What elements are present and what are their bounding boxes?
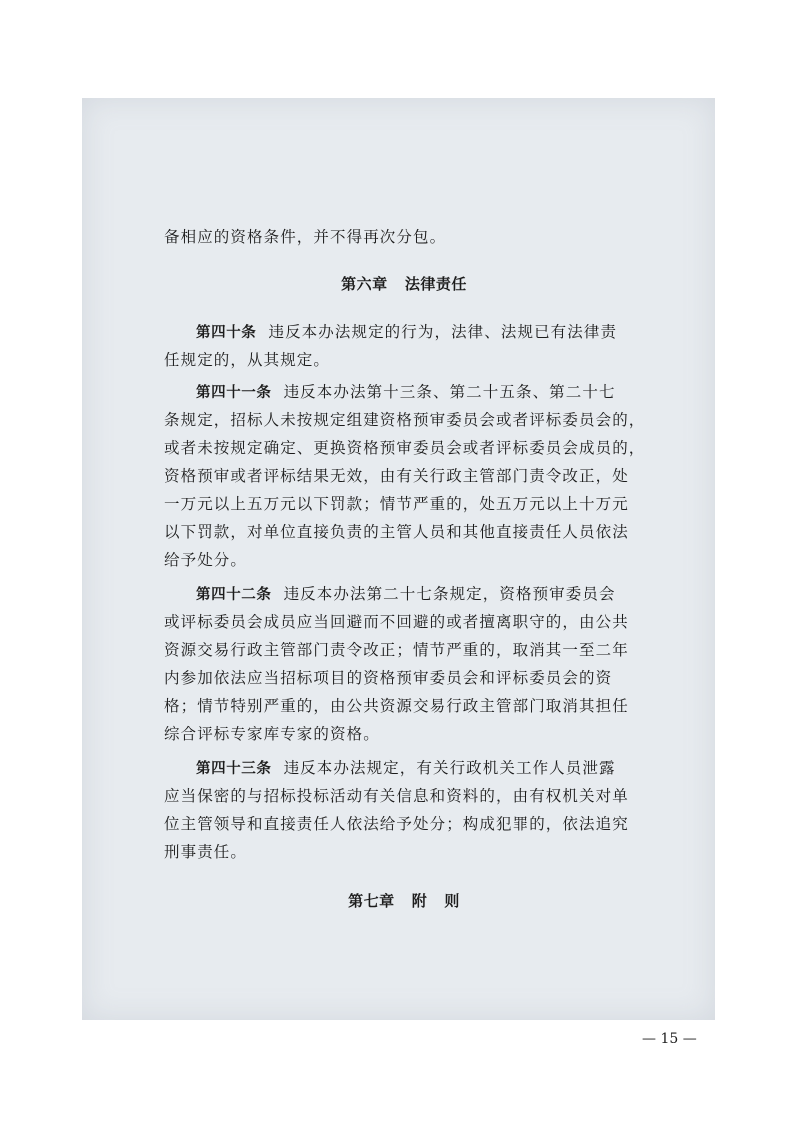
continuation-line: 备相应的资格条件，并不得再次分包。 — [164, 228, 447, 246]
article-42-line-1 — [196, 582, 616, 604]
article-41-line-3: 或者未按规定确定、更换资格预审委员会或者评标委员会成员的， — [164, 439, 646, 457]
chapter-6-title: 第六章 法律责任 — [341, 275, 467, 293]
article-43-line-3: 位主管领导和直接责任人依法给予处分；构成犯罪的，依法追究 — [164, 815, 629, 833]
article-41-line-4: 资格预审或者评标结果无效，由有关行政主管部门责令改正，处 — [164, 467, 629, 485]
article-42-line-5: 格；情节特别严重的，由公共资源交易行政主管部门取消其担任 — [164, 697, 629, 715]
article-42-line-3: 资源交易行政主管部门责令改正；情节严重的，取消其一至二年 — [164, 641, 629, 659]
article-42-line-2: 或评标委员会成员应当回避而不回避的或者擅离职守的，由公共 — [164, 613, 629, 631]
article-42-line-4: 内参加依法应当招标项目的资格预审委员会和评标委员会的资 — [164, 669, 613, 687]
article-40-line-2: 任规定的，从其规定。 — [164, 351, 331, 369]
article-40-number: 第四十条 — [196, 325, 257, 341]
article-42-number: 第四十二条 — [196, 587, 272, 603]
page-number: — 15 — — [642, 1031, 697, 1047]
article-43-line-1 — [196, 756, 616, 778]
article-40-text-1: 违反本办法规定的行为，法律、法规已有法律责 — [268, 323, 618, 341]
article-41-line-1 — [196, 380, 616, 402]
article-43-line-4: 刑事责任。 — [164, 843, 248, 861]
article-43-line-2: 应当保密的与招标投标活动有关信息和资料的，由有权机关对单 — [164, 787, 629, 805]
chapter-7-title: 第七章 附 则 — [348, 892, 460, 910]
article-40-line-1 — [196, 320, 617, 342]
article-41-number: 第四十一条 — [196, 385, 272, 401]
article-41-text-1: 违反本办法第十三条、第二十五条、第二十七 — [283, 383, 616, 401]
article-41-line-2: 条规定，招标人未按规定组建资格预审委员会或者评标委员会的， — [164, 411, 646, 429]
article-42-line-6: 综合评标专家库专家的资格。 — [164, 725, 380, 743]
document-page — [82, 98, 715, 1047]
article-41-line-7: 给予处分。 — [164, 551, 248, 569]
article-43-text-1: 违反本办法规定，有关行政机关工作人员泄露 — [283, 759, 616, 777]
article-42-text-1: 违反本办法第二十七条规定，资格预审委员会 — [283, 585, 616, 603]
article-41-line-6: 以下罚款，对单位直接负责的主管人员和其他直接责任人员依法 — [164, 523, 629, 541]
article-41-line-5: 一万元以上五万元以下罚款；情节严重的，处五万元以上十万元 — [164, 495, 629, 513]
article-43-number: 第四十三条 — [196, 761, 272, 777]
